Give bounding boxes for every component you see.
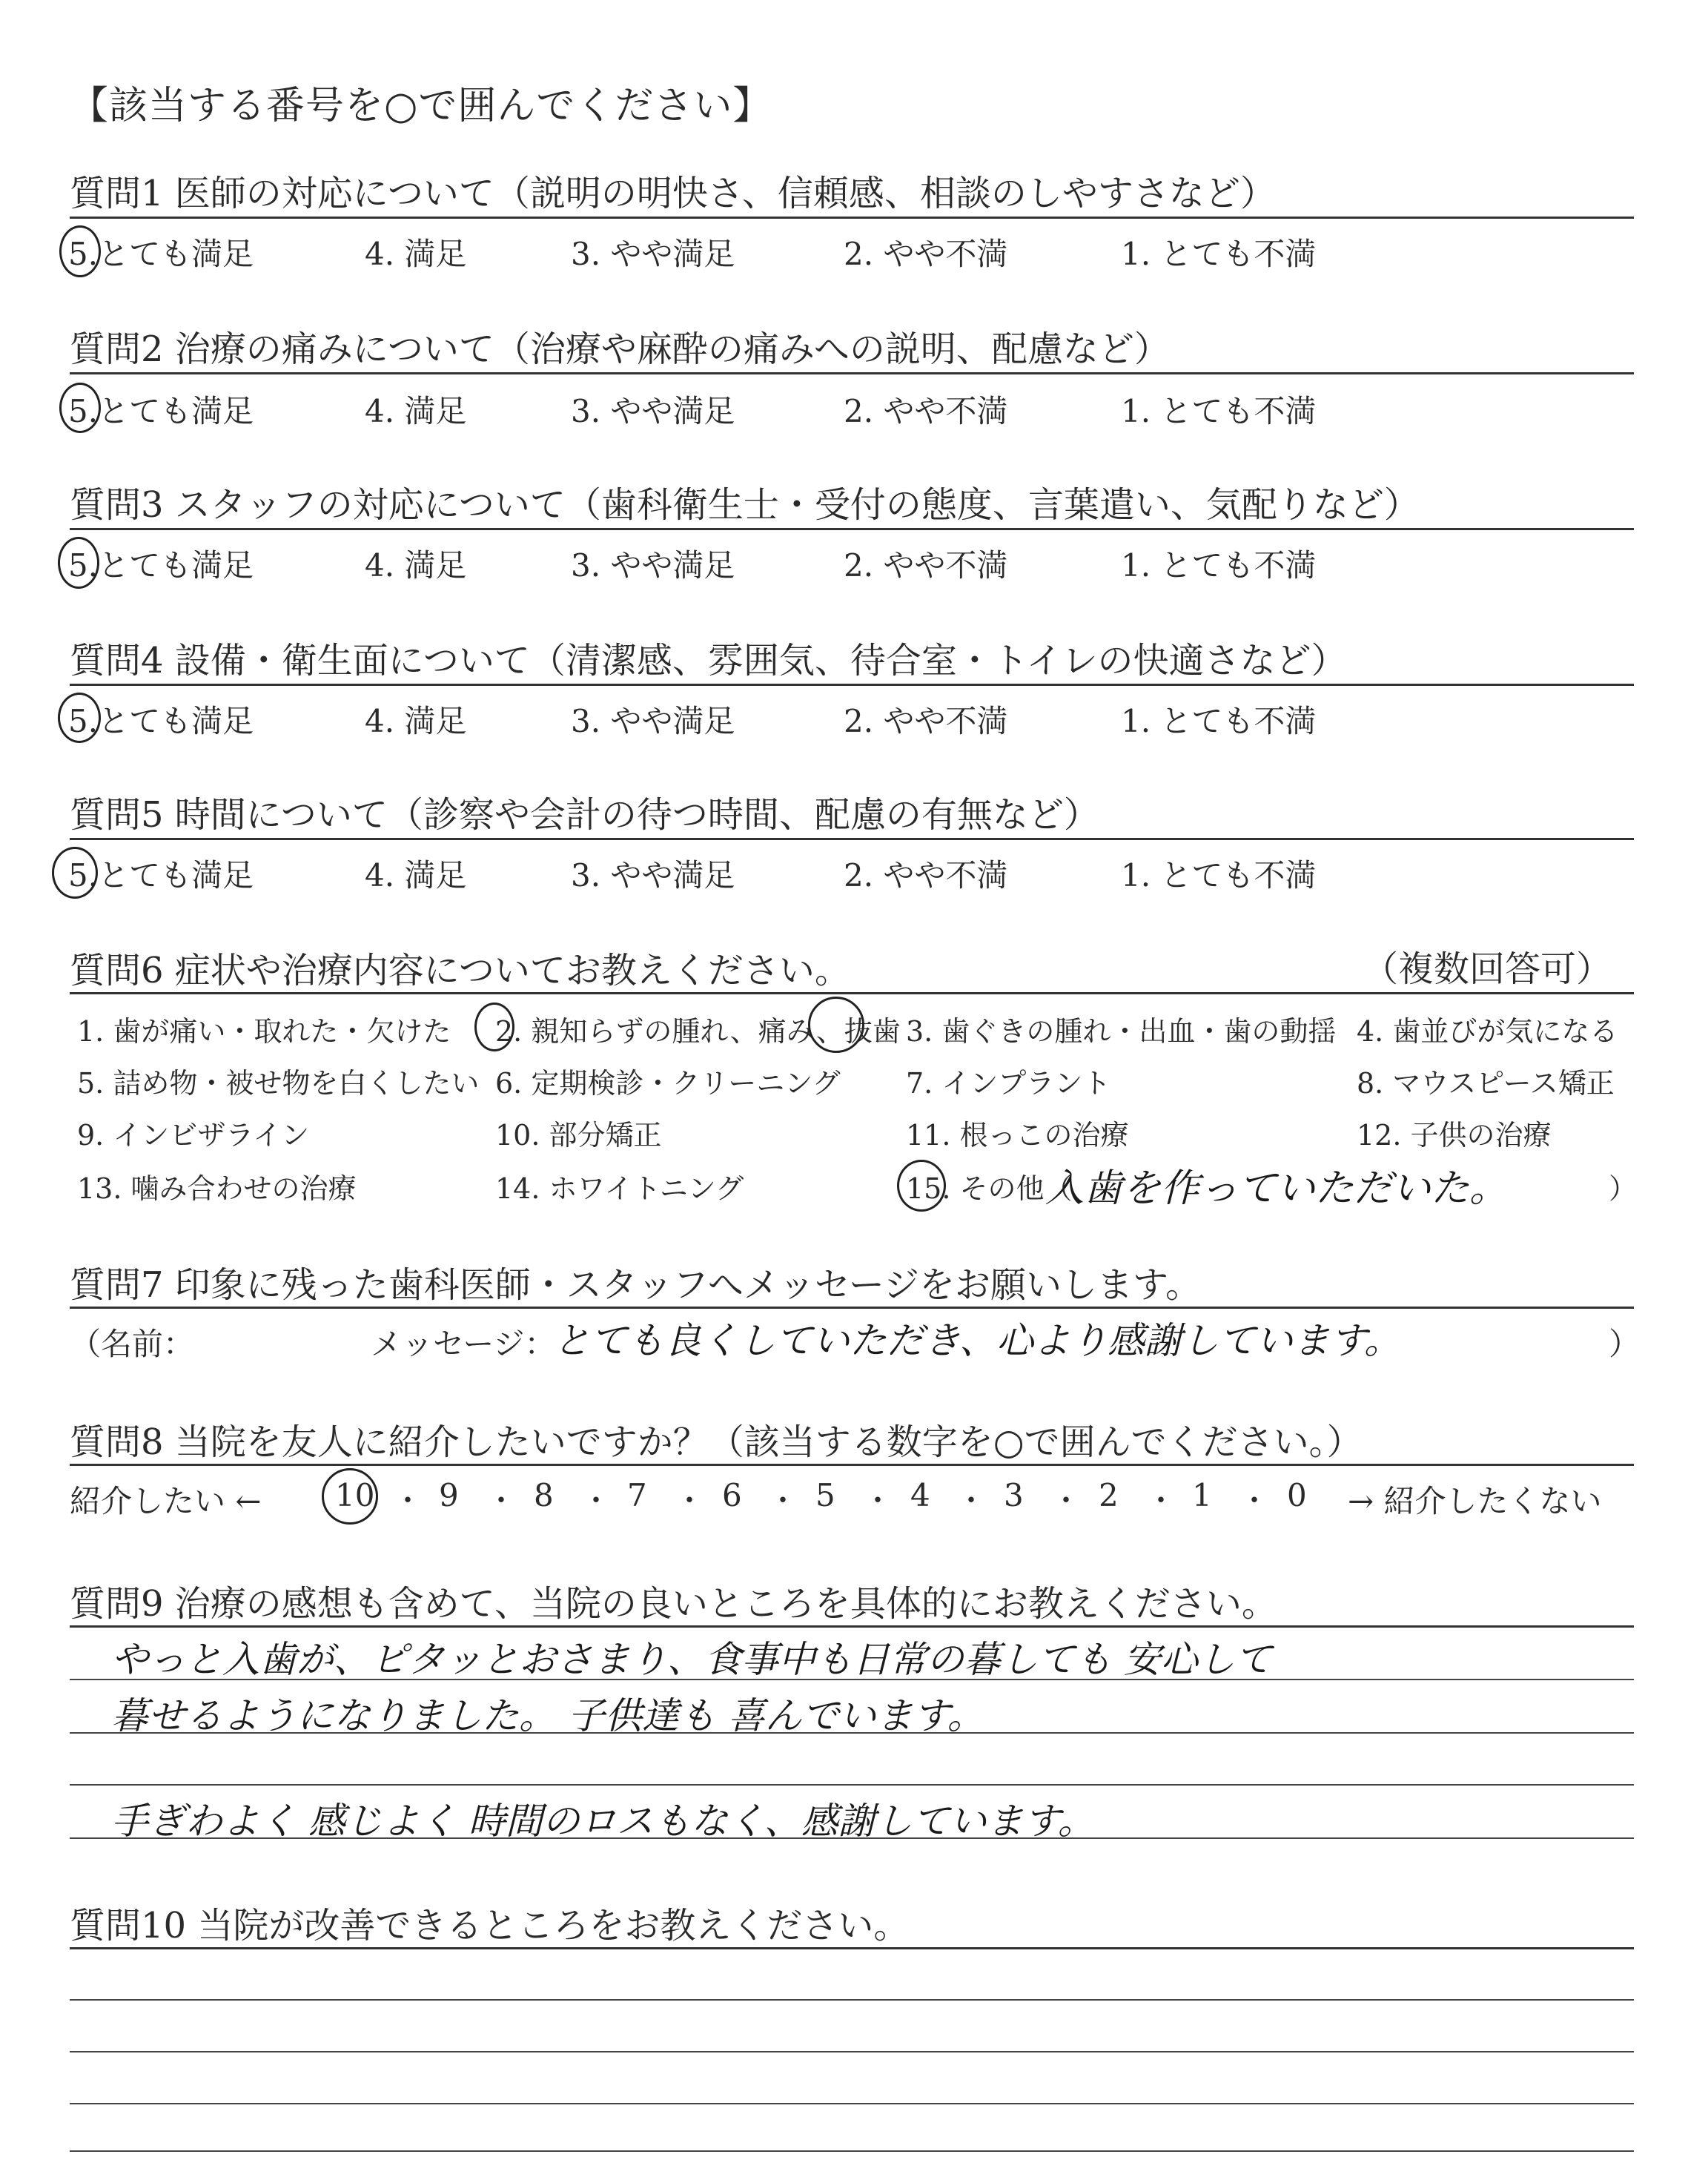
q6-multi-note: （複数回答可） [1363,948,1612,990]
q2-option-2[interactable]: 2. やや不満 [844,393,1008,429]
q2-title: 質問2 治療の痛みについて（治療や麻酔の痛みへの説明、配慮など） [70,328,1170,370]
q3-rule [70,528,1634,530]
q3-option-3[interactable]: 3. やや満足 [571,547,735,584]
q9-line-3 [70,1784,1634,1786]
q8-number-4[interactable]: 4 [910,1477,930,1513]
q4-options [0,697,1708,742]
q5-option-5[interactable]: 5.とても満足 [68,857,254,894]
form-header: 【該当する番号を○で囲んでください】 [70,84,772,128]
q4-option-5[interactable]: 5.とても満足 [68,703,254,739]
q8-number-9[interactable]: 9 [439,1477,459,1513]
q9-answer-line-4[interactable]: 手ぎわよく 感じよく 時間のロスもなく、感謝しています。 [111,1800,1095,1843]
q10-line-4 [70,2150,1634,2152]
q10-rule [70,1947,1634,1949]
q9-answer-line-1[interactable]: やっと入歯が、ピタッとおさまり、食事中も日常の暮しても 安心して [111,1638,1272,1681]
q4-option-2[interactable]: 2. やや不満 [844,703,1008,739]
q7-message-label: メッセージ： [371,1326,556,1362]
q3-options [0,541,1708,586]
q4-option-1[interactable]: 1. とても不満 [1121,703,1317,739]
q6-item-6[interactable]: 6. 定期検診・クリーニング [495,1067,841,1100]
q8-number-8[interactable]: 8 [534,1477,554,1513]
q1-option-2[interactable]: 2. やや不満 [844,236,1008,272]
q8-number-1[interactable]: 1 [1192,1477,1212,1513]
q3-option-5[interactable]: 5.とても満足 [68,547,254,584]
q7-message-text[interactable]: とても良くしていただき、心より感謝しています。 [553,1319,1401,1362]
q3-answer-circle [58,537,99,589]
q5-title: 質問5 時間について（診察や会計の待つ時間、配慮の有無など） [70,794,1099,836]
q2-option-1[interactable]: 1. とても不満 [1121,393,1317,429]
q6-item-4[interactable]: 4. 歯並びが気になる [1357,1015,1618,1048]
q2-options [0,387,1708,432]
q8-left-label: 紹介したい ← [70,1483,262,1519]
q6-title: 質問6 症状や治療内容についてお教えください。 [70,950,850,991]
q8-number-3[interactable]: 3 [1004,1477,1024,1513]
q3-title: 質問3 スタッフの対応について（歯科衛生士・受付の態度、言葉遣い、気配りなど） [70,484,1420,526]
q4-title: 質問4 設備・衛生面について（清潔感、雰囲気、待合室・トイレの快適さなど） [70,640,1347,681]
q10-line-1 [70,1999,1634,2001]
q7-close-paren: ） [1609,1326,1641,1362]
q1-option-3[interactable]: 3. やや満足 [571,236,735,272]
q6-item-9[interactable]: 9. インビザライン [77,1119,310,1152]
q8-number-5[interactable]: 5 [815,1477,835,1513]
q1-option-5[interactable]: 5.とても満足 [68,236,254,272]
q8-number-0[interactable]: 0 [1287,1477,1307,1513]
q5-answer-circle [52,847,98,899]
q6-rule [70,992,1634,994]
q5-option-2[interactable]: 2. やや不満 [844,857,1008,894]
q1-option-1[interactable]: 1. とても不満 [1121,236,1317,272]
q6-answer-circle-2 [474,1003,514,1051]
q5-options [0,851,1708,896]
q2-option-5[interactable]: 5.とても満足 [68,393,254,429]
q6-item-13[interactable]: 13. 噛み合わせの治療 [77,1172,357,1205]
q6-item-2[interactable]: 2. 親知らずの腫れ、痛み、抜歯 [495,1015,901,1048]
q6-item-5[interactable]: 5. 詰め物・被せ物を白くしたい [77,1067,480,1100]
q6-item-12[interactable]: 12. 子供の治療 [1357,1119,1552,1152]
q6-item-15-close: ） [1609,1172,1638,1205]
q3-option-2[interactable]: 2. やや不満 [844,547,1008,584]
q5-option-3[interactable]: 3. やや満足 [571,857,735,894]
q10-line-3 [70,2103,1634,2104]
q2-rule [70,372,1634,374]
q6-item-7[interactable]: 7. インプラント [906,1067,1111,1100]
q3-option-1[interactable]: 1. とても不満 [1121,547,1317,584]
q6-other-answer[interactable]: 入歯を作っていただいた。 [1045,1166,1509,1211]
q8-answer-circle [322,1468,378,1525]
q9-rule [70,1625,1634,1628]
q9-title: 質問9 治療の感想も含めて、当院の良いところを具体的にお教えください。 [70,1583,1277,1625]
q8-number-7[interactable]: 7 [627,1477,647,1513]
q8-number-6[interactable]: 6 [722,1477,742,1513]
q1-answer-circle [59,225,101,277]
q6-answer-circle-extraction [808,997,864,1053]
q8-rule [70,1464,1634,1466]
q4-option-3[interactable]: 3. やや満足 [571,703,735,739]
q3-option-4[interactable]: 4. 満足 [365,547,467,584]
q6-item-14[interactable]: 14. ホワイトニング [495,1172,744,1205]
q6-item-3[interactable]: 3. 歯ぐきの腫れ・出血・歯の動揺 [906,1015,1337,1048]
q9-answer-line-2[interactable]: 暮せるようになりました。 子供達も 喜んでいます。 [111,1694,984,1737]
q6-answer-circle-15 [897,1160,946,1212]
q7-title: 質問7 印象に残った歯科医師・スタッフへメッセージをお願いします。 [70,1264,1202,1306]
q6-item-15[interactable]: 15. その他（ [906,1172,1073,1205]
q8-title: 質問8 当院を友人に紹介したいですか？（該当する数字を○で囲んでください。） [70,1421,1363,1463]
q8-scale: 10 ・ 9 ・ 8 ・ 7 ・ 6 ・ 5 ・ 4 ・ 3 ・ 2 ・ 1 ・ 0 [335,1477,1307,1518]
q4-answer-circle [58,693,101,743]
q2-option-4[interactable]: 4. 満足 [365,393,467,429]
q7-rule [70,1307,1634,1309]
q8-right-label: → 紹介したくない [1348,1483,1602,1519]
q10-title: 質問10 当院が改善できるところをお教えください。 [70,1905,910,1946]
q10-line-2 [70,2051,1634,2052]
q1-rule [70,217,1634,219]
q5-option-1[interactable]: 1. とても不満 [1121,857,1317,894]
q1-option-4[interactable]: 4. 満足 [365,236,467,272]
q5-option-4[interactable]: 4. 満足 [365,857,467,894]
q6-item-11[interactable]: 11. 根っこの治療 [906,1119,1129,1152]
q8-number-10[interactable]: 10 [335,1477,375,1513]
q1-title: 質問1 医師の対応について（説明の明快さ、信頼感、相談のしやすさなど） [70,173,1276,214]
q8-number-2[interactable]: 2 [1099,1477,1119,1513]
q4-rule [70,684,1634,686]
q2-option-3[interactable]: 3. やや満足 [571,393,735,429]
q4-option-4[interactable]: 4. 満足 [365,703,467,739]
q6-item-10[interactable]: 10. 部分矯正 [495,1119,662,1152]
q7-name-label: （名前： [70,1326,195,1362]
q6-item-1[interactable]: 1. 歯が痛い・取れた・欠けた [77,1015,451,1048]
q5-rule [70,838,1634,840]
q6-item-8[interactable]: 8. マウスピース矯正 [1357,1067,1615,1100]
q2-answer-circle [59,383,101,433]
q1-options [0,230,1708,274]
